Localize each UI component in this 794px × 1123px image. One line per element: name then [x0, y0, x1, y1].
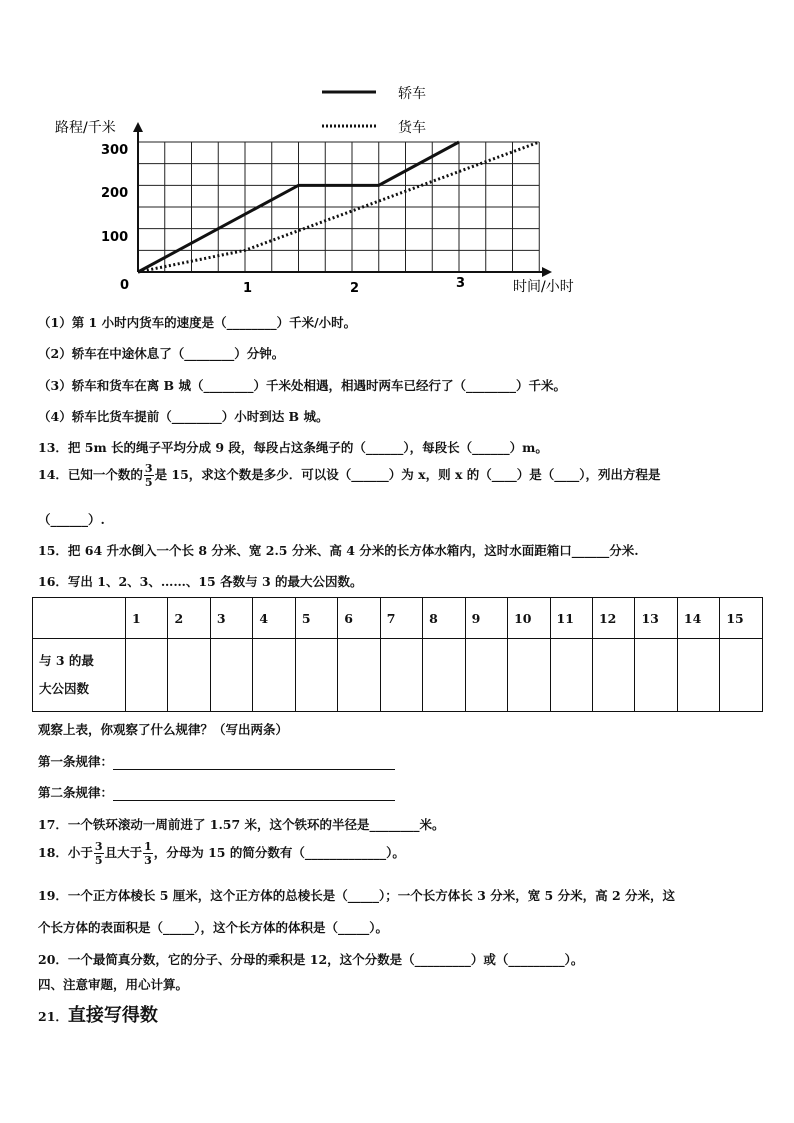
question-19: 19．一个正方体棱长 5 厘米，这个正方体的总棱长是（_____）；一个长方体长 3 分米，宽 5 分米，高 2 分米，这 — [38, 888, 676, 903]
q18-fraction-2-numerator: 1 — [144, 840, 152, 853]
table-header-cell: 15 — [720, 598, 763, 639]
table-header-cell: 11 — [550, 598, 592, 639]
answer-cell[interactable] — [592, 639, 634, 712]
question-21 — [38, 1001, 158, 1027]
table-header-cell: 6 — [338, 598, 380, 639]
table-answer-row — [33, 639, 763, 712]
question-14-continued: （______）. — [38, 512, 105, 527]
rule-1-label: 第一条规律： — [38, 754, 114, 769]
answer-cell[interactable] — [338, 639, 380, 712]
answer-cell[interactable] — [380, 639, 422, 712]
table-header-cell: 5 — [295, 598, 337, 639]
rule-1-answer-line[interactable] — [113, 757, 395, 770]
answer-cell[interactable] — [295, 639, 337, 712]
table-header-cell: 12 — [592, 598, 634, 639]
y-tick-100: 100 — [101, 230, 129, 245]
question-16: 16．写出 1、2、3、……、15 各数与 3 的最大公因数。 — [38, 574, 363, 589]
q18-fraction-1-denominator: 5 — [94, 854, 103, 867]
question-15: 15．把 64 升水倒入一个长 8 分米、宽 2.5 分米、高 4 分米的长方体水箱内，这时水面距箱口______分米. — [38, 543, 639, 558]
q18-text-a: 18．小于 — [38, 845, 93, 860]
table-header-cell: 3 — [210, 598, 252, 639]
q18-text-b: 且大于 — [104, 845, 143, 860]
y-tick-300: 300 — [101, 143, 129, 158]
observe-prompt: 观察上表，你观察了什么规律？（写出两条） — [38, 722, 289, 737]
q14-text-a: 14．已知一个数的 — [38, 467, 143, 482]
answer-cell[interactable] — [677, 639, 719, 712]
table-header-cell: 8 — [423, 598, 465, 639]
q14-fraction — [144, 462, 154, 489]
table-header-cell: 10 — [508, 598, 550, 639]
question-20: 20．一个最简真分数，它的分子、分母的乘积是 12，这个分数是（_________）或（_________）。 — [38, 952, 584, 967]
question-4: （4）轿车比货车提前（________）小时到达 B 城。 — [38, 409, 329, 424]
rule-2-label: 第二条规律： — [38, 785, 114, 800]
table-row-label — [33, 639, 126, 712]
x-tick-2: 2 — [350, 281, 360, 296]
distance-time-chart — [0, 70, 600, 300]
answer-cell[interactable] — [168, 639, 210, 712]
table-row-label-line1: 与 3 的最 — [39, 653, 94, 668]
answer-cell[interactable] — [635, 639, 677, 712]
q21-number: 21． — [38, 1009, 68, 1024]
table-header-cell — [33, 598, 126, 639]
q14-fraction-numerator: 3 — [144, 462, 153, 475]
section-4-heading: 四、注意审题，用心计算。 — [38, 977, 189, 992]
answer-cell[interactable] — [465, 639, 507, 712]
question-17: 17．一个铁环滚动一周前进了 1.57 米，这个铁环的半径是________米。 — [38, 817, 445, 832]
answer-cell[interactable] — [550, 639, 592, 712]
table-row-label-line2: 大公因数 — [39, 681, 90, 696]
x-tick-1: 1 — [243, 281, 253, 296]
question-13: 13．把 5m 长的绳子平均分成 9 段，每段占这条绳子的（______），每段长（______）m。 — [38, 440, 548, 455]
rule-2-answer-line[interactable] — [113, 788, 395, 801]
q18-fraction-2 — [143, 840, 153, 867]
x-tick-3: 3 — [456, 276, 466, 291]
q21-title: 直接写得数 — [67, 1005, 158, 1026]
gcd-table — [32, 597, 763, 712]
rule-1 — [38, 752, 395, 770]
origin-label: 0 — [120, 278, 130, 293]
legend-truck-label: 货车 — [398, 120, 426, 136]
question-3: （3）轿车和货车在离 B 城（________）千米处相遇，相遇时两车已经行了（________）千米。 — [38, 378, 566, 393]
x-axis-arrow — [542, 267, 552, 277]
table-header-cell: 7 — [380, 598, 422, 639]
legend-car-label: 轿车 — [398, 86, 426, 102]
table-header-cell: 13 — [635, 598, 677, 639]
question-1: （1）第 1 小时内货车的速度是（________）千米/小时。 — [38, 315, 357, 330]
chart-grid — [138, 142, 539, 272]
answer-cell[interactable] — [720, 639, 763, 712]
q18-fraction-1-numerator: 3 — [94, 840, 103, 853]
table-header-cell: 2 — [168, 598, 210, 639]
table-header-cell: 4 — [253, 598, 295, 639]
q14-fraction-denominator: 5 — [144, 476, 153, 489]
x-axis-label: 时间/小时 — [513, 279, 574, 295]
answer-cell[interactable] — [253, 639, 295, 712]
q18-fraction-2-denominator: 3 — [144, 854, 152, 867]
table-header-row — [33, 598, 763, 639]
question-14 — [38, 462, 661, 489]
answer-cell[interactable] — [126, 639, 168, 712]
question-19-continued: 个长方体的表面积是（_____），这个长方体的体积是（_____）。 — [38, 920, 389, 935]
rule-2 — [38, 783, 395, 801]
answer-cell[interactable] — [210, 639, 252, 712]
answer-cell[interactable] — [423, 639, 465, 712]
q18-fraction-1 — [94, 840, 104, 867]
answer-cell[interactable] — [508, 639, 550, 712]
y-tick-200: 200 — [101, 186, 129, 201]
table-header-cell: 14 — [677, 598, 719, 639]
question-2: （2）轿车在中途休息了（________）分钟。 — [38, 346, 285, 361]
q18-text-c: ，分母为 15 的简分数有（_____________）。 — [153, 845, 405, 860]
y-axis-label: 路程/千米 — [55, 120, 116, 136]
question-18 — [38, 840, 405, 867]
table-header-cell: 1 — [126, 598, 168, 639]
q14-text-b: 是 15，求这个数是多少．可以设（______）为 x，则 x 的（____）是（____），列出方程是 — [154, 467, 661, 482]
y-axis-arrow — [133, 122, 143, 132]
table-header-cell: 9 — [465, 598, 507, 639]
